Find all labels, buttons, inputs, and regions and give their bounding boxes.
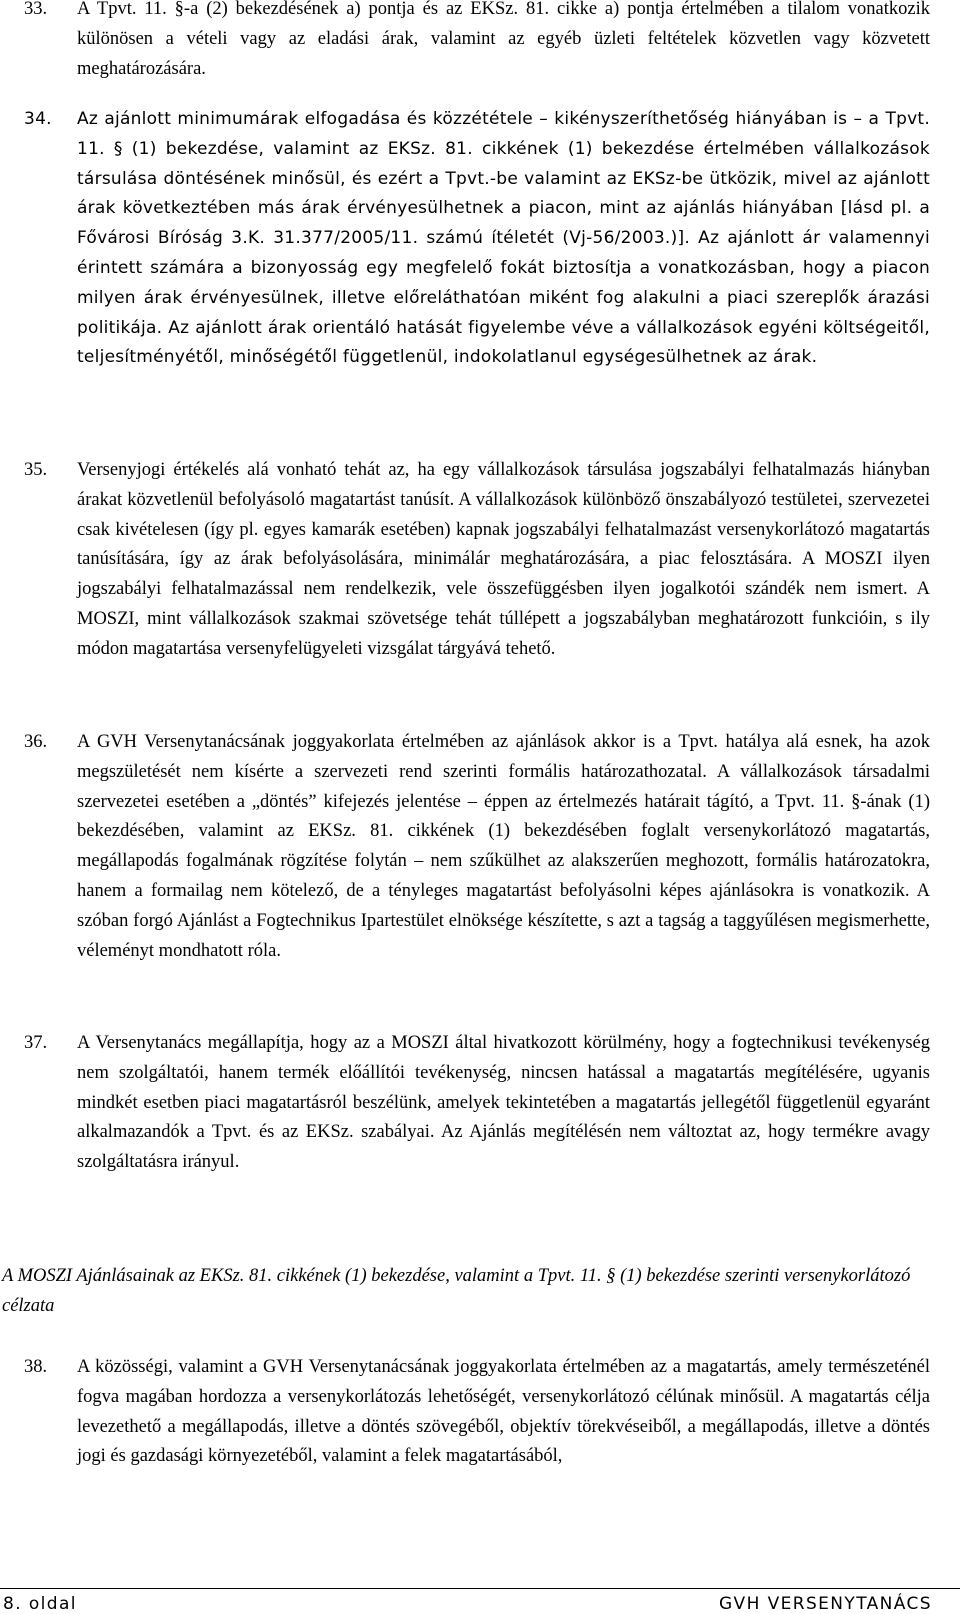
paragraph-number: 37. bbox=[24, 1033, 48, 1053]
paragraph-35 bbox=[24, 456, 930, 665]
paragraph-37 bbox=[24, 1029, 930, 1178]
paragraph-36 bbox=[24, 728, 930, 966]
paragraph-text: Versenyjogi értékelés alá vonható tehát az, ha egy vállalkozások társulása jogszabályi felhatalmazás hiányban árakat közvetlenül befolyásoló magatartást tanúsít. A vállalkozások különböző önszabályozó testületei, szervezetei csak kivételesen (így pl. egyes kamarák esetében) kapnak jogszabályi felhatalmazást versenykorlátozó magatartás tanúsítására, így az árak befolyásolására, minimálár meghatározására, a piac felosztására. A MOSZI ilyen jogszabályi felhatalmazással nem rendelkezik, vele összefüggésben ilyen jogalkotói szándék nem ismert. A MOSZI, mint vállalkozások szakmai szövetsége tehát túllépett a jogszabályban meghatározott funkcióin, s ily módon magatartása versenyfelügyeleti vizsgálat tárgyává tehető. bbox=[77, 460, 930, 659]
paragraph-number: 38. bbox=[24, 1357, 48, 1377]
paragraph-text: A közösségi, valamint a GVH Versenytanácsának joggyakorlata értelmében az a magatartás, amely természeténél fogva magában hordozza a versenykorlátozás lehetőségét, versenykorlátozó célúnak minősül. A magatartás célja levezethető a megállapodás, illetve a döntés szövegéből, objektív törekvéseiből, a megállapodás, illetve a döntés jogi és gazdasági környezetéből, valamint a felek magatartásából, bbox=[77, 1357, 930, 1467]
paragraph-number: 36. bbox=[24, 732, 48, 752]
paragraph-number: 34. bbox=[24, 109, 52, 129]
footer-divider bbox=[0, 1588, 960, 1589]
section-heading: A MOSZI Ajánlásainak az EKSz. 81. cikkének (1) bekezdése, valamint a Tpvt. 11. § (1) bekezdése szerinti versenykorlátozó célzata bbox=[2, 1266, 911, 1316]
paragraph-text: A Tpvt. 11. §-a (2) bekezdésének a) pontja és az EKSz. 81. cikke a) pontja értelmében a tilalom vonatkozik különösen a vételi vagy az eladási árak, valamint az egyéb üzleti feltételek közvetlen vagy közvetett meghatározására. bbox=[77, 0, 930, 79]
paragraph-38 bbox=[24, 1353, 930, 1472]
paragraph-text: A Versenytanács megállapítja, hogy az a MOSZI által hivatkozott körülmény, hogy a fogtechnikusi tevékenység nem szolgáltatói, hanem termék előállítói tevékenység, nincsen hatással a magatartás megítélésére, ugyanis mindkét esetben piaci magatartásról beszélünk, amelyek tekintetében a magatartás jellegétől függetlenül egyaránt alkalmazandók a Tpvt. és az EKSz. szabályai. Az Ajánlás megítélésén nem változtat az, hogy termékre avagy szolgáltatásra irányul. bbox=[77, 1033, 930, 1173]
paragraph-number: 35. bbox=[24, 460, 48, 480]
paragraph-33 bbox=[24, 0, 930, 84]
paragraph-text: Az ajánlott minimumárak elfogadása és közzététele – kikényszeríthetőség hiányában is – a Tpvt. 11. § (1) bekezdése, valamint az EKSz. 81. cikkének (1) bekezdése értelmében vállalkozások társulása döntésének minősül, és ezért a Tpvt.-be valamint az EKSz-be ütközik, mivel az ajánlott árak következtében más árak érvényesülhetnek a piacon, mint az ajánlás hiányában [lásd pl. a Fővárosi Bíróság 3.K. 31.377/2005/11. számú ítéletét (Vj-56/2003.)]. Az ajánlott ár valamennyi érintett számára a bizonyosság egy megfelelő fokát biztosítja a vonatkozásban, hogy a piacon milyen árak érvényesülnek, illetve előreláthatóan miként fog alakulni a piaci szereplők árazási politikája. Az ajánlott árak orientáló hatását figyelembe véve a vállalkozások egyéni költségeitől, teljesítményétől, minőségétől függetlenül, indokolatlanul egységesülhetnek az árak. bbox=[77, 109, 930, 368]
paragraph-34 bbox=[24, 105, 930, 373]
paragraph-text: A GVH Versenytanácsának joggyakorlata értelmében az ajánlások akkor is a Tpvt. hatálya alá esnek, ha azok megszületését nem kísérte a szervezeti rend szerinti formális határozathozatal. A vállalkozások társadalmi szervezetei esetében a „döntés” kifejezés jelentése – éppen az értelmezés határait tágító, a Tpvt. 11. §-ának (1) bekezdésében, valamint az EKSz. 81. cikkének (1) bekezdésében foglalt versenykorlátozó magatartás, megállapodás fogalmának rögzítése folytán – nem szűkülhet az alakszerűen meghozott, formális határozatokra, hanem a formailag nem kötelező, de a tényleges magatartást befolyásolni képes ajánlásokra is vonatkozik. A szóban forgó Ajánlást a Fogtechnikus Ipartestület elnöksége készítette, s azt a tagság a taggyűlésen megismerhette, véleményt mondhatott róla. bbox=[77, 732, 930, 961]
paragraph-number: 33. bbox=[24, 0, 48, 19]
footer-page-number: 8. oldal bbox=[3, 1594, 77, 1614]
footer-organization: GVH VERSENYTANÁCS bbox=[718, 1594, 932, 1614]
